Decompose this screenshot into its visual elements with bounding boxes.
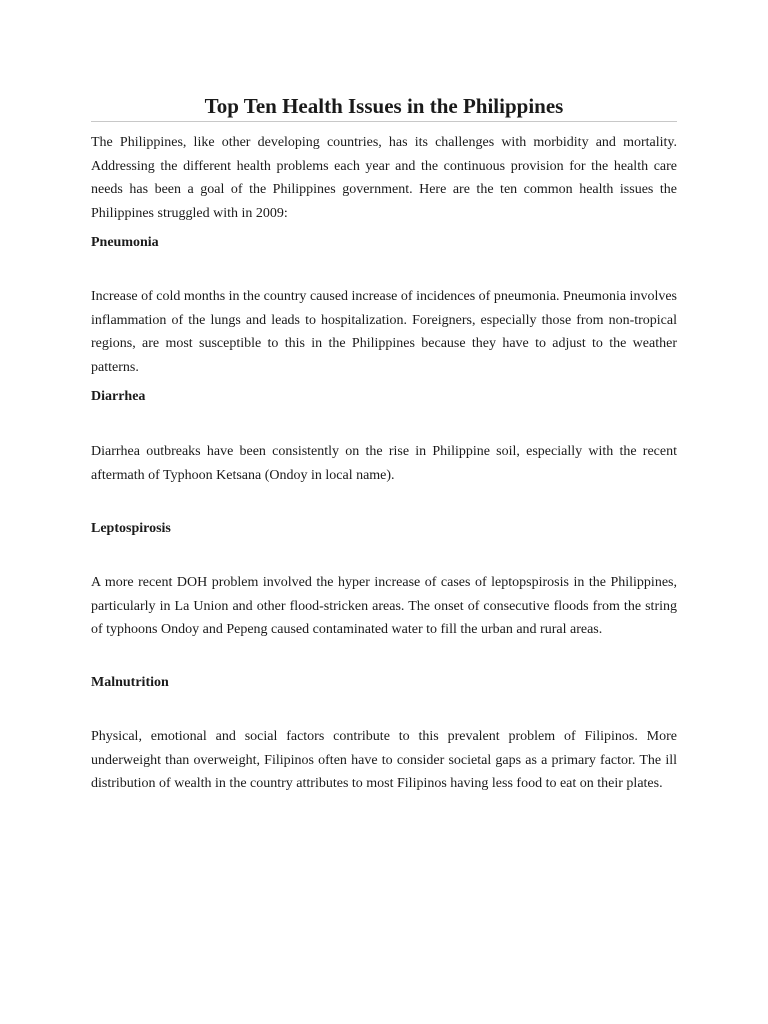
intro-paragraph: The Philippines, like other developing countries, has its challenges with morbidity and mortality. Addressing the different health problems each year and the continuous provision for the health care needs has been a goal of the Philippines government. Here are the ten common health issues the Philippines struggled with in 2009: [91,135,677,221]
section-body-pneumonia: Increase of cold months in the country caused increase of incidences of pneumonia. Pneumonia involves inflammation of the lungs and leads to hospitalization. Foreigners, especially those from non-tropical regions, are most susceptible to this in the Philippines because they have to adjust to the weather patterns. [91,289,677,375]
section-heading-malnutrition: Malnutrition [91,675,169,690]
section-heading-leptospirosis: Leptospirosis [91,521,171,536]
title-divider [91,121,677,122]
section-body-malnutrition: Physical, emotional and social factors contribute to this prevalent problem of Filipinos. More underweight than overweight, Filipinos often have to consider societal gaps as a primary factor. The ill distribution of wealth in the country attributes to most Filipinos having less food to eat on their plates. [91,729,677,791]
section-heading-pneumonia: Pneumonia [91,235,159,250]
section-body-leptospirosis: A more recent DOH problem involved the hyper increase of cases of leptopspirosis in the Philippines, particularly in La Union and other flood-stricken areas. The onset of consecutive floods from the string of typhoons Ondoy and Pepeng caused contaminated water to fill the urban and rural areas. [91,575,677,637]
document-title: Top Ten Health Issues in the Philippines [204,94,564,118]
section-heading-diarrhea: Diarrhea [91,389,146,404]
section-body-diarrhea: Diarrhea outbreaks have been consistently on the rise in Philippine soil, especially with the recent aftermath of Typhoon Ketsana (Ondoy in local name). [91,444,677,483]
